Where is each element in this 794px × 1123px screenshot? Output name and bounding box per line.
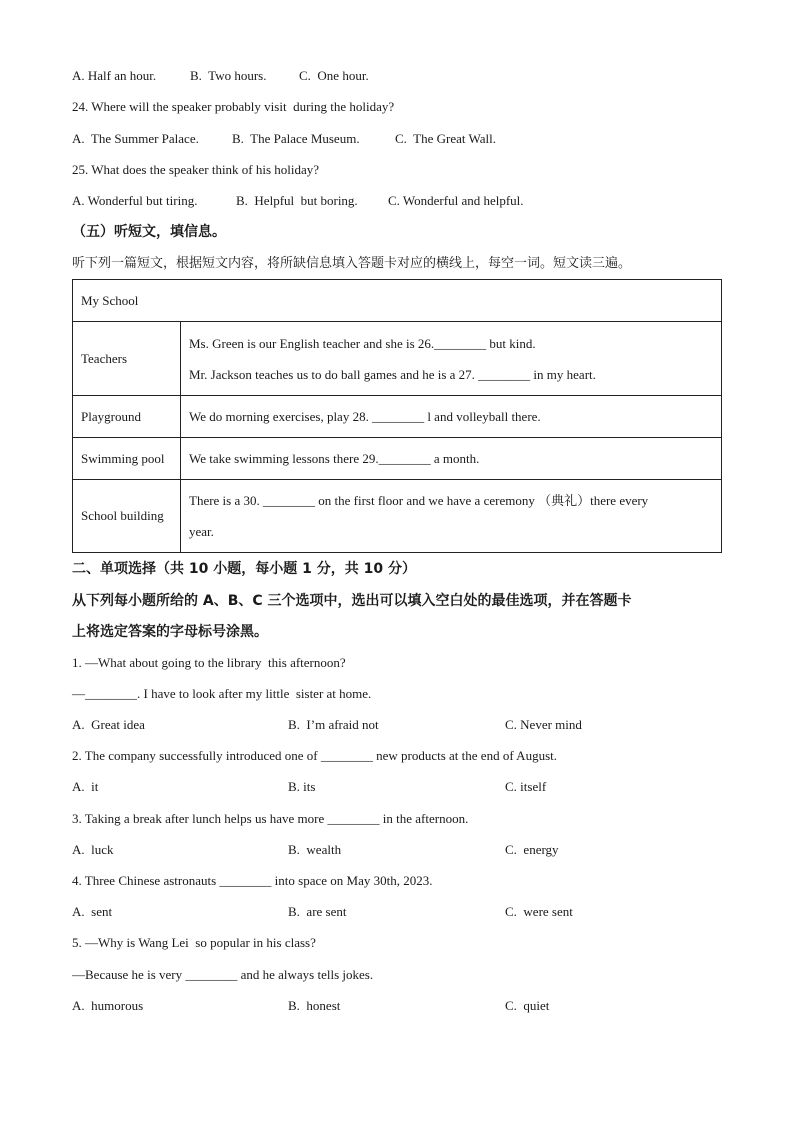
q4-option-b: B. are sent xyxy=(288,904,347,919)
q2-option-b: B. its xyxy=(288,779,316,794)
section5-instruction: 听下列一篇短文，根据短文内容，将所缺信息填入答题卡对应的横线上，每空一词。短文读三遍。 xyxy=(72,256,632,271)
q1-option-a: A. Great idea xyxy=(72,717,145,732)
info-table xyxy=(72,279,722,553)
q4-line-1: 4. Three Chinese astronauts ________ into space on May 30th, 2023. xyxy=(72,873,433,888)
row-content-swimming-pool xyxy=(181,438,722,480)
table-row xyxy=(73,438,722,480)
q5-option-c: C. quiet xyxy=(505,998,550,1013)
row-content-playground xyxy=(181,396,722,438)
building-line-1: There is a 30. ________ on the first floor and we have a ceremony （典礼）there every xyxy=(189,493,649,508)
row-label-teachers: Teachers xyxy=(73,322,181,396)
table-row xyxy=(73,480,722,553)
q23-option-a: A. Half an hour. xyxy=(72,68,157,83)
section5-heading: （五）听短文，填信息。 xyxy=(72,224,226,240)
part2-instruction-1: 从下列每小题所给的 A、B、C 三个选项中，选出可以填入空白处的最佳选项，并在答题卡 xyxy=(72,593,632,609)
q4-option-a: A. sent xyxy=(72,904,113,919)
building-line-2: year. xyxy=(189,524,214,539)
q24-option-c: C. The Great Wall. xyxy=(395,131,497,146)
q3-line-1: 3. Taking a break after lunch helps us have more ________ in the afternoon. xyxy=(72,811,469,826)
q23-option-c: C. One hour. xyxy=(299,68,369,83)
q3-option-c: C. energy xyxy=(505,842,559,857)
q1-option-c: C. Never mind xyxy=(505,717,582,732)
row-content-teachers xyxy=(181,322,722,396)
part2-heading: 二、单项选择（共 10 小题，每小题 1 分，共 10 分） xyxy=(72,561,416,577)
q2-line-1: 2. The company successfully introduced one of ________ new products at the end of August. xyxy=(72,748,557,763)
q2-option-a: A. it xyxy=(72,779,99,794)
row-label-school-building: School building xyxy=(73,480,181,553)
q23-option-b: B. Two hours. xyxy=(190,68,267,83)
teachers-line-2: Mr. Jackson teaches us to do ball games and he is a 27. ________ in my heart. xyxy=(189,366,596,382)
q24-question: 24. Where will the speaker probably visit during the holiday? xyxy=(72,99,395,114)
q25-question: 25. What does the speaker think of his holiday? xyxy=(72,162,320,177)
q25-option-a: A. Wonderful but tiring. xyxy=(72,193,198,208)
part2-instruction-2: 上将选定答案的字母标号涂黑。 xyxy=(72,624,268,640)
playground-line-1: We do morning exercises, play 28. ________ l and volleyball there. xyxy=(189,409,541,424)
q5-line-2: —Because he is very ________ and he always tells jokes. xyxy=(72,967,374,982)
swimming-line-1: We take swimming lessons there 29.________ a month. xyxy=(189,451,480,466)
q5-line-1: 5. —Why is Wang Lei so popular in his class? xyxy=(72,935,316,950)
q25-option-c: C. Wonderful and helpful. xyxy=(388,193,524,208)
q1-option-b: B. I’m afraid not xyxy=(288,717,379,732)
row-content-school-building xyxy=(181,480,722,553)
table-row xyxy=(73,396,722,438)
q3-option-b: B. wealth xyxy=(288,842,342,857)
q1-line-1: 1. —What about going to the library this afternoon? xyxy=(72,655,346,670)
row-label-playground: Playground xyxy=(73,396,181,438)
table-row xyxy=(73,322,722,396)
q2-option-c: C. itself xyxy=(505,779,547,794)
teachers-line-1: Ms. Green is our English teacher and she is 26.________ but kind. xyxy=(189,335,536,351)
q25-option-b: B. Helpful but boring. xyxy=(236,193,358,208)
q3-option-a: A. luck xyxy=(72,842,114,857)
q4-option-c: C. were sent xyxy=(505,904,573,919)
q1-line-2: —________. I have to look after my little sister at home. xyxy=(72,686,372,701)
table-title: My School xyxy=(73,280,722,322)
q24-option-a: A. The Summer Palace. xyxy=(72,131,199,146)
q5-option-a: A. humorous xyxy=(72,998,144,1013)
q24-option-b: B. The Palace Museum. xyxy=(232,131,360,146)
q5-option-b: B. honest xyxy=(288,998,341,1013)
row-label-swimming-pool: Swimming pool xyxy=(73,438,181,480)
